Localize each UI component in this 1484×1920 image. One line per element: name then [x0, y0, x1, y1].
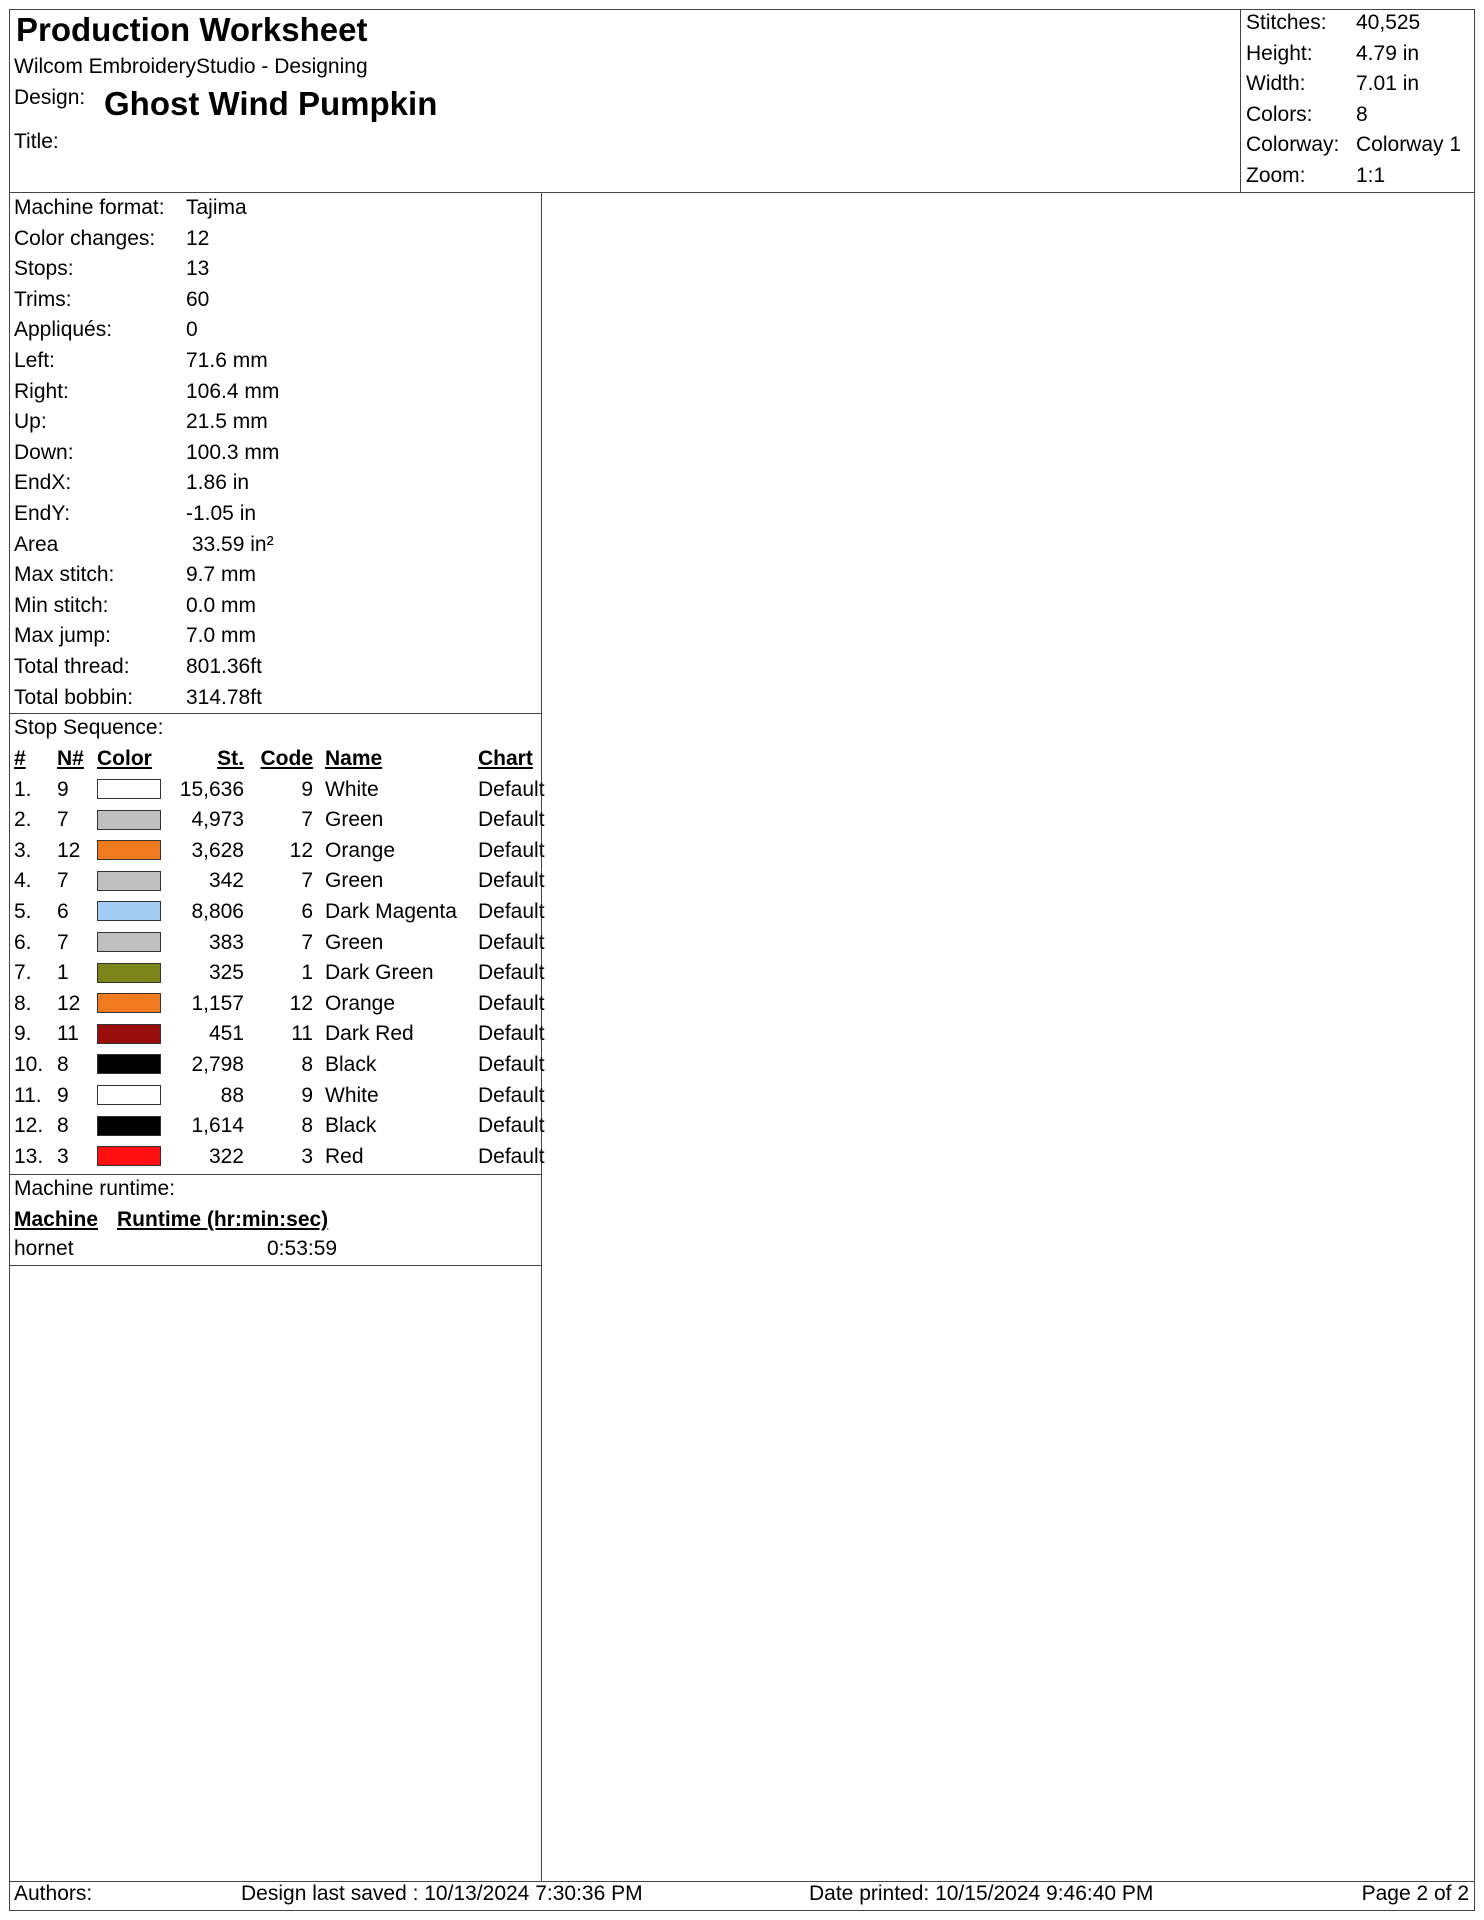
thread-chart: Default — [478, 930, 545, 954]
info-value: 106.4 mm — [186, 379, 280, 403]
color-swatch — [97, 1146, 161, 1166]
info-value: 0.0 mm — [186, 593, 257, 617]
info-row — [14, 683, 279, 714]
runtime-machine-name: hornet — [14, 1237, 74, 1260]
color-swatch — [97, 1116, 161, 1136]
stitch-count: 383 — [208, 930, 244, 954]
stop-sequence-row — [14, 1019, 558, 1050]
info-label: Area — [14, 532, 59, 556]
stop-number: 1. — [14, 777, 32, 801]
thread-code: 7 — [301, 808, 313, 832]
stat-value: 40,525 — [1356, 11, 1421, 34]
thread-name: White — [325, 1083, 379, 1107]
thread-chart: Default — [478, 1144, 545, 1168]
info-value: 13 — [186, 257, 210, 281]
thread-chart: Default — [478, 899, 545, 923]
thread-chart: Default — [478, 1083, 545, 1107]
info-label: EndY: — [14, 501, 71, 525]
runtime-value: 0:53:59 — [267, 1237, 338, 1260]
col-header-stitches: St. — [217, 747, 244, 770]
color-swatch — [97, 993, 161, 1013]
color-swatch — [97, 1024, 161, 1044]
stop-sequence-row — [14, 775, 558, 806]
footer-page-number: Page 2 of 2 — [1361, 1882, 1469, 1905]
machine-info — [14, 193, 279, 713]
info-value: 801.36ft — [186, 654, 262, 678]
thread-name: Green — [325, 808, 384, 832]
info-row — [14, 407, 279, 438]
info-row — [14, 652, 279, 683]
thread-code: 9 — [301, 777, 313, 801]
runtime-heading: Machine runtime: — [14, 1177, 176, 1200]
thread-chart: Default — [478, 991, 545, 1015]
color-swatch-cell — [97, 1142, 169, 1173]
info-label: Total bobbin: — [14, 685, 134, 709]
stop-sequence-row — [14, 958, 558, 989]
stop-sequence-row — [14, 1050, 558, 1081]
stop-sequence-row — [14, 866, 558, 897]
needle-number: 6 — [57, 899, 69, 923]
stat-label: Colorway: — [1246, 133, 1340, 157]
stat-value: 7.01 in — [1356, 72, 1420, 96]
color-swatch — [97, 779, 161, 799]
info-value: 0 — [186, 318, 198, 342]
info-label: Down: — [14, 440, 74, 464]
color-swatch — [97, 810, 161, 830]
info-value: 7.0 mm — [186, 624, 257, 648]
color-swatch — [97, 1085, 161, 1105]
thread-name: Orange — [325, 838, 396, 862]
col-header-name: Name — [325, 747, 383, 770]
info-row — [14, 468, 279, 499]
info-row — [14, 193, 279, 224]
stop-number: 9. — [14, 1022, 32, 1046]
info-label: Trims: — [14, 287, 72, 311]
design-label: Design: — [14, 86, 86, 109]
stat-value: Colorway 1 — [1356, 133, 1462, 157]
info-label: Left: — [14, 348, 55, 372]
info-label: Up: — [14, 410, 47, 434]
info-row — [14, 346, 279, 377]
thread-name: Black — [325, 1114, 377, 1138]
color-swatch-cell — [97, 1019, 169, 1050]
color-swatch-cell — [97, 836, 169, 867]
thread-code: 3 — [301, 1144, 313, 1168]
design-name: Ghost Wind Pumpkin — [104, 85, 438, 122]
info-row — [14, 621, 279, 652]
info-value: -1.05 in — [186, 501, 257, 525]
thread-name: White — [325, 777, 379, 801]
design-stats — [1246, 8, 1461, 192]
needle-number: 12 — [57, 838, 81, 862]
thread-code: 7 — [301, 930, 313, 954]
thread-chart: Default — [478, 1052, 545, 1076]
color-swatch — [97, 871, 161, 891]
info-row — [14, 224, 279, 255]
stat-row — [1246, 39, 1461, 70]
needle-number: 3 — [57, 1144, 69, 1168]
thread-code: 6 — [301, 899, 313, 923]
stop-sequence-row — [14, 1111, 558, 1142]
info-label: Stops: — [14, 257, 74, 281]
color-swatch-cell — [97, 928, 169, 959]
needle-number: 9 — [57, 1083, 69, 1107]
thread-name: Red — [325, 1144, 364, 1168]
info-row — [14, 591, 279, 622]
stat-row — [1246, 100, 1461, 131]
needle-number: 8 — [57, 1114, 69, 1138]
color-swatch — [97, 840, 161, 860]
col-header-chart: Chart — [478, 747, 533, 770]
info-value: 21.5 mm — [186, 410, 268, 434]
stat-value: 8 — [1356, 102, 1368, 126]
stop-sequence-row — [14, 1081, 558, 1112]
info-value: 100.3 mm — [186, 440, 280, 464]
thread-code: 12 — [289, 838, 313, 862]
thread-chart: Default — [478, 777, 545, 801]
stat-row — [1246, 161, 1461, 192]
stat-row — [1246, 69, 1461, 100]
color-swatch-cell — [97, 989, 169, 1020]
color-swatch — [97, 932, 161, 952]
stop-number: 6. — [14, 930, 32, 954]
stitch-count: 4,973 — [191, 808, 244, 832]
footer-last-saved: Design last saved : 10/13/2024 7:30:36 PM — [241, 1882, 643, 1905]
thread-name: Green — [325, 869, 384, 893]
stop-number: 2. — [14, 808, 32, 832]
info-value: Tajima — [186, 196, 247, 219]
stat-value: 4.79 in — [1356, 41, 1420, 65]
info-label: Max stitch: — [14, 563, 115, 587]
info-label: Right: — [14, 379, 69, 403]
stop-number: 11. — [14, 1083, 42, 1107]
stat-label: Stitches: — [1246, 11, 1327, 34]
stitch-count: 322 — [208, 1144, 244, 1168]
stitch-count: 3,628 — [191, 838, 244, 862]
stop-number: 5. — [14, 899, 32, 923]
stop-sequence-row — [14, 1142, 558, 1173]
color-swatch-cell — [97, 897, 169, 928]
stitch-count: 15,636 — [179, 777, 244, 801]
stitch-count: 2,798 — [191, 1052, 244, 1076]
color-swatch-cell — [97, 1081, 169, 1112]
footer-divider — [9, 1881, 1475, 1882]
stop-sequence-table — [14, 744, 558, 1172]
stop-sequence-row — [14, 897, 558, 928]
needle-number: 7 — [57, 869, 69, 893]
color-swatch-cell — [97, 958, 169, 989]
info-row — [14, 560, 279, 591]
stitch-count: 88 — [220, 1083, 244, 1107]
thread-chart: Default — [478, 961, 545, 985]
runtime-col-machine: Machine — [14, 1208, 99, 1231]
info-value: 33.59 in² — [186, 532, 274, 556]
title-label: Title: — [14, 130, 59, 153]
info-row — [14, 285, 279, 316]
thread-code: 12 — [289, 991, 313, 1015]
info-row — [14, 254, 279, 285]
col-header-needle: N# — [57, 747, 84, 770]
info-value: 1.86 in — [186, 471, 250, 495]
thread-name: Black — [325, 1052, 377, 1076]
color-swatch-cell — [97, 1111, 169, 1142]
thread-code: 8 — [301, 1052, 313, 1076]
stat-row — [1246, 130, 1461, 161]
col-header-color: Color — [97, 747, 152, 770]
color-swatch — [97, 963, 161, 983]
stat-label: Height: — [1246, 41, 1313, 65]
stop-number: 12. — [14, 1114, 44, 1138]
thread-name: Dark Magenta — [325, 899, 457, 923]
color-swatch-cell — [97, 866, 169, 897]
thread-name: Orange — [325, 991, 396, 1015]
stop-sequence-row — [14, 805, 558, 836]
color-swatch — [97, 1054, 161, 1074]
stat-value: 1:1 — [1356, 163, 1386, 187]
info-row — [14, 530, 279, 561]
info-row — [14, 377, 279, 408]
stop-number: 4. — [14, 869, 32, 893]
info-label: EndX: — [14, 471, 72, 495]
stop-number: 13. — [14, 1144, 44, 1168]
stitch-count: 1,157 — [191, 991, 244, 1015]
info-value: 9.7 mm — [186, 563, 257, 587]
info-label: Min stitch: — [14, 593, 109, 617]
stop-number: 8. — [14, 991, 32, 1015]
info-row — [14, 499, 279, 530]
col-header-code: Code — [260, 747, 313, 770]
stitch-count: 325 — [208, 961, 244, 985]
thread-name: Green — [325, 930, 384, 954]
thread-chart: Default — [478, 808, 545, 832]
stop-number: 10. — [14, 1052, 44, 1076]
needle-number: 7 — [57, 930, 69, 954]
info-label: Total thread: — [14, 654, 130, 678]
color-swatch-cell — [97, 775, 169, 806]
thread-chart: Default — [478, 1114, 545, 1138]
needle-number: 7 — [57, 808, 69, 832]
thread-name: Dark Red — [325, 1022, 414, 1046]
thread-chart: Default — [478, 838, 545, 862]
footer-date-printed: Date printed: 10/15/2024 9:46:40 PM — [809, 1882, 1154, 1905]
info-label: Color changes: — [14, 226, 156, 250]
page-title: Production Worksheet — [16, 11, 368, 48]
needle-number: 8 — [57, 1052, 69, 1076]
thread-code: 1 — [301, 961, 313, 985]
col-header-num: # — [14, 747, 26, 770]
info-row — [14, 315, 279, 346]
thread-chart: Default — [478, 1022, 545, 1046]
needle-number: 9 — [57, 777, 69, 801]
stitch-count: 451 — [208, 1022, 244, 1046]
runtime-col-runtime: Runtime (hr:min:sec) — [117, 1208, 329, 1231]
stop-sequence-rows — [14, 775, 558, 1173]
needle-number: 1 — [57, 961, 69, 985]
thread-name: Dark Green — [325, 961, 434, 985]
thread-code: 8 — [301, 1114, 313, 1138]
info-value: 12 — [186, 226, 210, 250]
stat-label: Zoom: — [1246, 163, 1306, 187]
stop-sequence-row — [14, 928, 558, 959]
info-label: Appliqués: — [14, 318, 113, 342]
info-label: Max jump: — [14, 624, 111, 648]
color-swatch — [97, 901, 161, 921]
thread-chart: Default — [478, 869, 545, 893]
stop-sequence-row — [14, 836, 558, 867]
stop-sequence-row — [14, 989, 558, 1020]
stop-sequence-heading: Stop Sequence: — [14, 716, 164, 739]
info-value: 314.78ft — [186, 685, 262, 709]
runtime-divider — [9, 1265, 541, 1266]
needle-number: 12 — [57, 991, 81, 1015]
info-value: 60 — [186, 287, 210, 311]
needle-number: 11 — [57, 1022, 79, 1046]
info-value: 71.6 mm — [186, 348, 268, 372]
info-row — [14, 438, 279, 469]
stitch-count: 342 — [208, 869, 244, 893]
footer-authors: Authors: — [14, 1882, 93, 1905]
stitch-count: 1,614 — [191, 1114, 244, 1138]
stop-number: 3. — [14, 838, 32, 862]
stop-sequence-header-row — [14, 744, 558, 775]
thread-code: 11 — [291, 1022, 313, 1046]
color-swatch-cell — [97, 1050, 169, 1081]
thread-code: 9 — [301, 1083, 313, 1107]
thread-code: 7 — [301, 869, 313, 893]
color-swatch-cell — [97, 805, 169, 836]
stat-label: Colors: — [1246, 102, 1313, 126]
header-stats-divider — [1240, 9, 1241, 192]
stat-label: Width: — [1246, 72, 1306, 96]
stat-row — [1246, 8, 1461, 39]
stitch-count: 8,806 — [191, 899, 244, 923]
software-name: Wilcom EmbroideryStudio - Designing — [14, 55, 368, 78]
stop-number: 7. — [14, 961, 32, 985]
info-label: Machine format: — [14, 196, 165, 219]
